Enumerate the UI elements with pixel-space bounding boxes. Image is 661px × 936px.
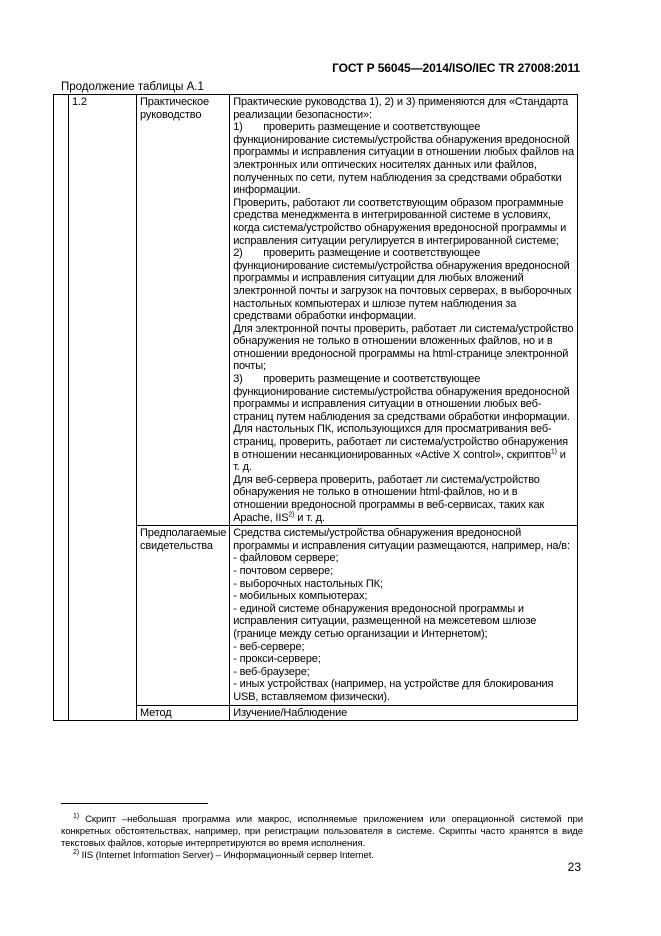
guide-check-4: Для веб-сервера проверить, работает ли система/устройство обнаружения не только в отношении html-файлов, но и в отношении вредоносной программы в веб-сервисах, таких как Apache, IIS$^{2)}$ и т. д. (233, 473, 545, 524)
evidence-intro: Средства системы/устройства обнаружения вредоносной программы и исправления ситуации размещаются, например, на/в: (233, 527, 570, 552)
footnote-ref-1[interactable]: 1) (550, 447, 557, 455)
evidence-item: - веб-браузере; (233, 665, 310, 678)
blank-column (54, 95, 69, 721)
row-number: 1.2 (69, 95, 137, 721)
table-row (54, 95, 578, 526)
page-number: 23 (567, 860, 581, 874)
footnote-2: $^{2)}$ IIS (Internet Information Server) – Информационный сервер Internet. (73, 848, 374, 861)
evidence-item: - веб-сервере; (233, 640, 305, 653)
evidence-item: - выборочных настольных ПК; (233, 577, 383, 590)
guide-intro: Практические руководства 1), 2) и 3) применяются для «Стандарта реализации безопасности»: (233, 96, 569, 121)
method-value: Изучение/Наблюдение (230, 705, 578, 721)
footnote-1: $^{1)}$ Скрипт –небольшая программа или макрос, исполняемые приложением или операционной системой при конкретных обстоятельствах, например, при регистрации пользователя в системе. Скрипты часто хранятся в виде текстовых файлов, которые интерпретируются во время исполнения. (61, 812, 583, 849)
guide-item-3: 3) проверить размещение и соответствующее функционирование системы/устройства обнаружения вредоносной программы и исправления ситуации в отношении любых веб-страниц путем наблюдения за средствами обработки информации. (233, 373, 570, 423)
evidence-item: - почтовом сервере; (233, 564, 333, 577)
evidence-item: - иных устройствах (например, на устройстве для блокирования USB, вставляемом физически). (233, 678, 554, 703)
guide-check-2: Для электронной почты проверить, работает ли система/устройство обнаружения не только в отношении вложенных файлов, но и в отношении вредоносной программы на html-странице электронной почты; (233, 322, 574, 373)
guide-label: Практическое руководство (137, 95, 230, 526)
control-table (53, 94, 578, 721)
evidence-item: - мобильных компьютерах; (233, 590, 368, 603)
document-header: ГОСТ Р 56045—2014/ISO/IEC TR 27008:2011 (332, 61, 580, 75)
table-caption: Продолжение таблицы А.1 (61, 81, 204, 93)
guide-check-3: Для настольных ПК, использующихся для просматривания веб-страниц, проверить, работает ли система/устройство обнаружения в отношении несанкционированных «Active X control», скриптов$^{1)}$ и т. д. (233, 423, 568, 474)
evidence-label: Предполагаемые свидетельства (137, 526, 230, 705)
footnotes (61, 814, 583, 862)
method-label: Метод (137, 705, 230, 721)
evidence-item: - единой системе обнаружения вредоносной программы и исправления ситуации, размещенной на межсетевом шлюзе (границе между сетью организации и Интернетом); (233, 602, 537, 640)
guide-item-1: 1) проверить размещение и соответствующее функционирование системы/устройства обнаружения вредоносной программы и исправления ситуации в отношении любых файлов на электронных или оптических носителях данных или файлов, полученных по сети, путем наблюдения за средствами обработки информации. (233, 121, 574, 197)
footnote-ref-2[interactable]: 2) (288, 510, 295, 518)
footnote-separator (61, 803, 208, 804)
evidence-item: - файловом сервере; (233, 552, 339, 565)
guide-text (230, 95, 578, 526)
evidence-text (230, 526, 578, 705)
guide-item-2: 2) проверить размещение и соответствующее функционирование системы/устройства обнаружения вредоносной программы и исправления ситуации для любых вложений электронной почты и загрузок на почтовых серверах, в выборочных настольных компьютерах и шлюзе путем наблюдения за средствами обработки информации. (233, 247, 572, 323)
evidence-item: - прокси-сервере; (233, 653, 321, 666)
guide-check-1: Проверить, работают ли соответствующим образом программные средства менеджмента в интегрированной системе в условиях, когда система/устройство обнаружения вредоносной программы и исправления ситуации регулируется в интегрированной системе; (233, 196, 567, 247)
